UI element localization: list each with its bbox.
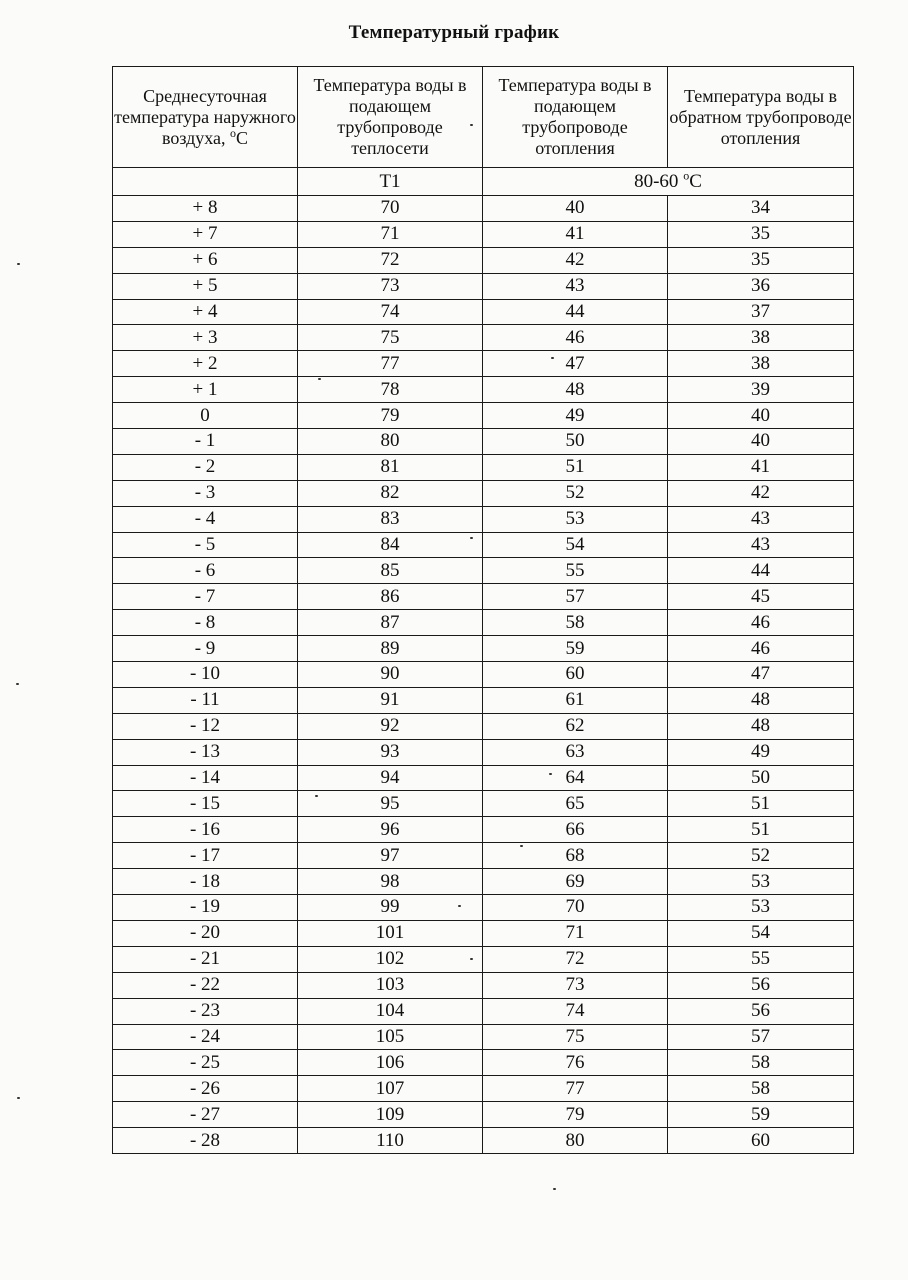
network-supply-cell: 105 [298,1024,483,1050]
table-row [113,273,854,299]
header-heating-return-temperature: Температура воды в обратном трубопроводе отопления [668,67,854,168]
table-row [113,480,854,506]
outdoor-temperature-cell: - 26 [113,1076,298,1102]
outdoor-temperature-cell: - 24 [113,1024,298,1050]
heating-supply-cell: 68 [483,843,668,869]
heating-return-cell: 54 [668,920,854,946]
outdoor-temperature-cell: + 1 [113,377,298,403]
page-title: Температурный график [348,22,560,43]
heating-return-cell: 50 [668,765,854,791]
heating-return-cell: 38 [668,325,854,351]
table-row [113,713,854,739]
network-supply-cell: 94 [298,765,483,791]
network-supply-cell: 84 [298,532,483,558]
outdoor-temperature-cell: - 12 [113,713,298,739]
scan-speck [470,124,473,126]
outdoor-temperature-cell: - 18 [113,869,298,895]
heating-supply-cell: 55 [483,558,668,584]
heating-return-cell: 60 [668,1128,854,1154]
outdoor-temperature-cell: - 6 [113,558,298,584]
heating-supply-cell: 50 [483,429,668,455]
table-row [113,895,854,921]
table-row [113,1024,854,1050]
heating-supply-cell: 51 [483,454,668,480]
heating-supply-cell: 73 [483,972,668,998]
heating-return-cell: 37 [668,299,854,325]
network-supply-cell: 110 [298,1128,483,1154]
heating-return-cell: 51 [668,791,854,817]
outdoor-temperature-cell: - 16 [113,817,298,843]
scan-speck [470,958,473,960]
table-row [113,558,854,584]
table-row [113,584,854,610]
network-supply-cell: 99 [298,895,483,921]
table-row [113,221,854,247]
heating-supply-cell: 42 [483,247,668,273]
heating-return-cell: 56 [668,998,854,1024]
network-supply-cell: 95 [298,791,483,817]
outdoor-temperature-cell: - 15 [113,791,298,817]
heating-return-cell: 40 [668,429,854,455]
table-row [113,791,854,817]
table-row [113,325,854,351]
network-supply-cell: 109 [298,1102,483,1128]
outdoor-temperature-cell: - 27 [113,1102,298,1128]
network-supply-cell: 104 [298,998,483,1024]
network-supply-cell: 77 [298,351,483,377]
heating-supply-cell: 53 [483,506,668,532]
heating-supply-cell: 40 [483,196,668,222]
table-row [113,1102,854,1128]
heating-return-cell: 58 [668,1076,854,1102]
heating-supply-cell: 49 [483,403,668,429]
network-supply-cell: 96 [298,817,483,843]
scan-speck [16,683,19,685]
table-row [113,972,854,998]
heating-return-cell: 55 [668,946,854,972]
table-row [113,1076,854,1102]
subheader-t1-label: T1 [298,168,483,196]
network-supply-cell: 82 [298,480,483,506]
heating-supply-cell: 43 [483,273,668,299]
heating-return-cell: 49 [668,739,854,765]
table-row [113,739,854,765]
heating-return-cell: 58 [668,1050,854,1076]
heating-supply-cell: 46 [483,325,668,351]
scan-speck [520,845,523,847]
table-row [113,377,854,403]
heating-supply-cell: 65 [483,791,668,817]
heating-supply-cell: 76 [483,1050,668,1076]
table-row [113,946,854,972]
outdoor-temperature-cell: + 6 [113,247,298,273]
heating-supply-cell: 52 [483,480,668,506]
heating-return-cell: 52 [668,843,854,869]
subheader-empty-cell [113,168,298,196]
network-supply-cell: 87 [298,610,483,636]
outdoor-temperature-cell: - 21 [113,946,298,972]
outdoor-temperature-cell: - 25 [113,1050,298,1076]
header-heating-supply-temperature: Температура воды в подающем трубопроводе отопления [483,67,668,168]
table-row [113,299,854,325]
network-supply-cell: 78 [298,377,483,403]
network-supply-cell: 106 [298,1050,483,1076]
table-row [113,1050,854,1076]
heating-return-cell: 42 [668,480,854,506]
network-supply-cell: 80 [298,429,483,455]
heating-return-cell: 36 [668,273,854,299]
scan-speck [470,537,473,539]
network-supply-cell: 91 [298,687,483,713]
heating-return-cell: 45 [668,584,854,610]
scan-speck [549,773,552,775]
outdoor-temperature-cell: + 2 [113,351,298,377]
outdoor-temperature-cell: - 1 [113,429,298,455]
heating-return-cell: 38 [668,351,854,377]
network-supply-cell: 107 [298,1076,483,1102]
table-row [113,1128,854,1154]
outdoor-temperature-cell: 0 [113,403,298,429]
heating-return-cell: 39 [668,377,854,403]
temperature-schedule-table [112,66,854,1154]
heating-return-cell: 43 [668,532,854,558]
outdoor-temperature-cell: - 23 [113,998,298,1024]
outdoor-temperature-cell: - 7 [113,584,298,610]
heating-return-cell: 48 [668,713,854,739]
outdoor-temperature-cell: + 3 [113,325,298,351]
table-row [113,403,854,429]
heating-supply-cell: 44 [483,299,668,325]
table-row [113,506,854,532]
heating-return-cell: 47 [668,662,854,688]
heating-supply-cell: 48 [483,377,668,403]
network-supply-cell: 98 [298,869,483,895]
heating-supply-cell: 63 [483,739,668,765]
header-network-supply-temperature: Температура воды в подающем трубопроводе теплосети [298,67,483,168]
scan-speck [315,795,318,797]
table-row [113,636,854,662]
table-row [113,429,854,455]
heating-return-cell: 59 [668,1102,854,1128]
heating-supply-cell: 75 [483,1024,668,1050]
network-supply-cell: 90 [298,662,483,688]
heating-supply-cell: 64 [483,765,668,791]
subheader-heating-mode-label: 80-60 $^o$C [483,168,854,196]
outdoor-temperature-cell: - 11 [113,687,298,713]
heating-supply-cell: 66 [483,817,668,843]
network-supply-cell: 97 [298,843,483,869]
heating-return-cell: 46 [668,636,854,662]
network-supply-cell: 73 [298,273,483,299]
heating-supply-cell: 60 [483,662,668,688]
table-subheader-row [113,168,854,196]
table-row [113,196,854,222]
table-row [113,610,854,636]
table-row [113,843,854,869]
heating-return-cell: 41 [668,454,854,480]
heating-return-cell: 57 [668,1024,854,1050]
table-row [113,920,854,946]
table-row [113,817,854,843]
table-row [113,998,854,1024]
outdoor-temperature-cell: - 14 [113,765,298,791]
network-supply-cell: 86 [298,584,483,610]
heating-return-cell: 53 [668,869,854,895]
table-row [113,687,854,713]
heating-supply-cell: 62 [483,713,668,739]
heating-supply-cell: 59 [483,636,668,662]
outdoor-temperature-cell: - 13 [113,739,298,765]
network-supply-cell: 85 [298,558,483,584]
table-row [113,765,854,791]
network-supply-cell: 89 [298,636,483,662]
network-supply-cell: 92 [298,713,483,739]
network-supply-cell: 102 [298,946,483,972]
table-row [113,532,854,558]
heating-supply-cell: 72 [483,946,668,972]
heating-supply-cell: 74 [483,998,668,1024]
scan-speck [17,263,20,265]
heating-return-cell: 43 [668,506,854,532]
table-header-row [113,67,854,168]
network-supply-cell: 103 [298,972,483,998]
outdoor-temperature-cell: - 4 [113,506,298,532]
outdoor-temperature-cell: - 28 [113,1128,298,1154]
table-row [113,662,854,688]
heating-supply-cell: 79 [483,1102,668,1128]
heating-supply-cell: 41 [483,221,668,247]
outdoor-temperature-cell: - 2 [113,454,298,480]
heating-supply-cell: 70 [483,895,668,921]
scan-speck [318,378,321,380]
outdoor-temperature-cell: + 8 [113,196,298,222]
heating-supply-cell: 54 [483,532,668,558]
outdoor-temperature-cell: - 22 [113,972,298,998]
network-supply-cell: 72 [298,247,483,273]
heating-supply-cell: 77 [483,1076,668,1102]
outdoor-temperature-cell: - 10 [113,662,298,688]
scan-speck [553,1188,556,1190]
heating-return-cell: 35 [668,247,854,273]
heating-return-cell: 51 [668,817,854,843]
heating-supply-cell: 69 [483,869,668,895]
network-supply-cell: 74 [298,299,483,325]
heating-supply-cell: 71 [483,920,668,946]
heating-return-cell: 56 [668,972,854,998]
heating-return-cell: 40 [668,403,854,429]
outdoor-temperature-cell: - 20 [113,920,298,946]
heating-return-cell: 46 [668,610,854,636]
network-supply-cell: 71 [298,221,483,247]
scan-speck [458,905,461,907]
network-supply-cell: 81 [298,454,483,480]
outdoor-temperature-cell: + 5 [113,273,298,299]
heating-return-cell: 44 [668,558,854,584]
network-supply-cell: 83 [298,506,483,532]
header-outdoor-temperature: Среднесуточная температура наружного воздуха, $^o$C [113,67,298,168]
outdoor-temperature-cell: + 4 [113,299,298,325]
scan-speck [17,1097,20,1099]
heating-supply-cell: 58 [483,610,668,636]
outdoor-temperature-cell: - 8 [113,610,298,636]
table-row [113,454,854,480]
heating-supply-cell: 47 [483,351,668,377]
heating-supply-cell: 57 [483,584,668,610]
heating-supply-cell: 61 [483,687,668,713]
table-row [113,351,854,377]
outdoor-temperature-cell: - 5 [113,532,298,558]
heating-return-cell: 34 [668,196,854,222]
outdoor-temperature-cell: - 3 [113,480,298,506]
heating-return-cell: 35 [668,221,854,247]
scan-speck [551,357,554,359]
table-row [113,247,854,273]
heating-supply-cell: 80 [483,1128,668,1154]
network-supply-cell: 79 [298,403,483,429]
network-supply-cell: 101 [298,920,483,946]
network-supply-cell: 75 [298,325,483,351]
network-supply-cell: 93 [298,739,483,765]
outdoor-temperature-cell: - 17 [113,843,298,869]
network-supply-cell: 70 [298,196,483,222]
outdoor-temperature-cell: - 19 [113,895,298,921]
heating-return-cell: 48 [668,687,854,713]
table-row [113,869,854,895]
outdoor-temperature-cell: + 7 [113,221,298,247]
outdoor-temperature-cell: - 9 [113,636,298,662]
heating-return-cell: 53 [668,895,854,921]
